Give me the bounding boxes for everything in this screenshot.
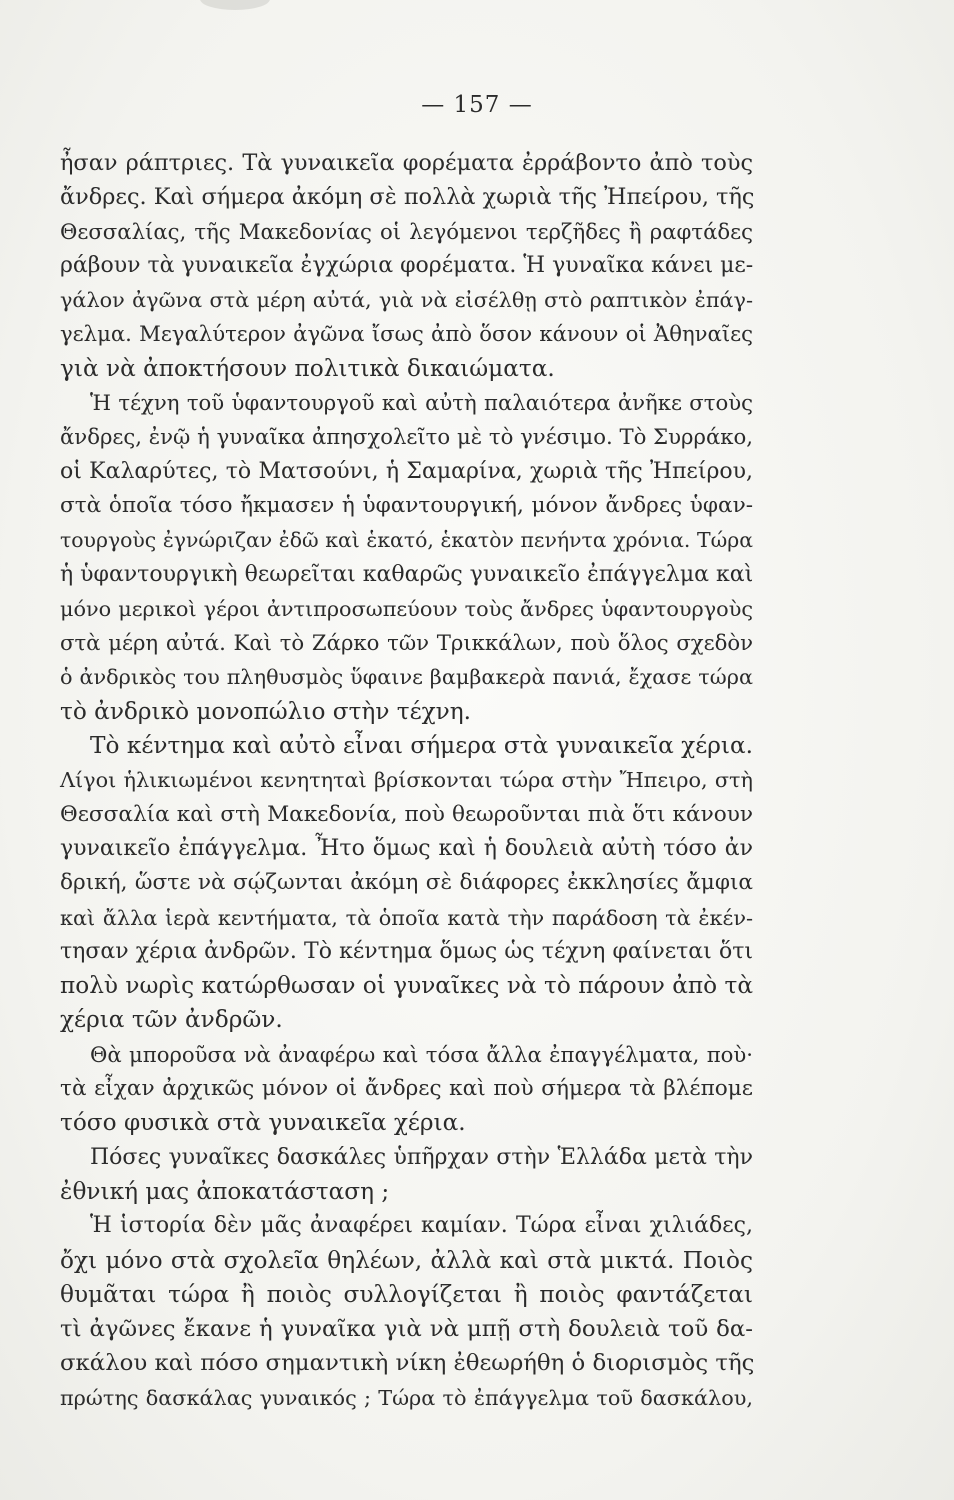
page-number: — 157 — — [421, 92, 533, 118]
text-line: πρώτης δασκάλας γυναικός ; Τώρα τὸ ἐπάγγελμα τοῦ δασκάλου, — [60, 1385, 753, 1410]
text-line: γάλον ἀγῶνα στὰ μέρη αὐτά, γιὰ νὰ εἰσέλθῃ στὸ ραπτικὸν ἐπάγ- — [60, 288, 753, 313]
text-line: ἄνδρες. Καὶ σήμερα ἀκόμη σὲ πολλὰ χωριὰ τῆς Ἠπείρου, τῆς — [60, 184, 755, 211]
text-line: Ἡ τέχνη τοῦ ὑφαντουργοῦ καὶ αὐτὴ παλαιότερα ἀνῆκε στοὺς — [90, 390, 753, 416]
body-text — [60, 146, 753, 1415]
text-line: γιὰ νὰ ἀποκτήσουν πολιτικὰ δικαιώματα. — [60, 354, 555, 382]
text-line: ἡ ὑφαντουργικὴ θεωρεῖται καθαρῶς γυναικεῖο ἐπάγγελμα καὶ — [60, 561, 754, 587]
text-line: ὁ ἀνδρικὸς του πληθυσμὸς ὕφαινε βαμβακερὰ πανιά, ἔχασε τώρα — [60, 665, 753, 690]
text-line: τὰ εἶχαν ἀρχικῶς μόνον οἱ ἄνδρες καὶ ποὺ σήμερα τὰ βλέπομε — [60, 1076, 753, 1102]
text-line: ὄχι μόνο στὰ σχολεῖα θηλέων, ἀλλὰ καὶ στὰ μικτά. Ποιὸς — [60, 1246, 753, 1274]
text-line: ἐθνική μας ἀποκατάσταση ; — [60, 1177, 390, 1205]
text-line: χέρια τῶν ἀνδρῶν. — [60, 1006, 283, 1034]
text-line: γελμα. Μεγαλύτερον ἀγῶνα ἴσως ἀπὸ ὅσον κάνουν οἱ Ἀθηναῖες — [60, 321, 753, 347]
text-line: Ἡ ἱστορία δὲν μᾶς ἀναφέρει καμίαν. Τώρα εἶναι χιλιάδες, — [90, 1213, 753, 1239]
text-line: Τὸ κέντημα καὶ αὐτὸ εἶναι σήμερα στὰ γυναικεῖα χέρια. — [90, 732, 753, 760]
ink-blot — [200, 0, 270, 10]
text-line: τουργοὺς ἐγνώριζαν ἐδῶ καὶ ἑκατό, ἑκατὸν πενήντα χρόνια. Τώρα — [60, 528, 753, 553]
text-line: τὸ ἀνδρικὸ μονοπώλιο στὴν τέχνη. — [60, 697, 472, 725]
text-line: τησαν χέρια ἀνδρῶν. Τὸ κέντημα ὅμως ὡς τέχνη φαίνεται ὅτι — [60, 938, 753, 964]
text-line: πολὺ νωρὶς κατώρθωσαν οἱ γυναῖκες νὰ τὸ πάρουν ἀπὸ τὰ — [60, 972, 753, 1000]
text-line: ράβουν τὰ γυναικεῖα ἐγχώρια φορέματα. Ἡ γυναῖκα κάνει με- — [60, 252, 754, 278]
text-line: Πόσες γυναῖκες δασκάλες ὑπῆρχαν στὴν Ἑλλάδα μετὰ τὴν — [90, 1144, 753, 1170]
text-line: Θὰ μποροῦσα νὰ ἀναφέρω καὶ τόσα ἄλλα ἐπαγγέλματα, ποὺ· — [90, 1041, 753, 1067]
text-line: καὶ ἄλλα ἱερὰ κεντήματα, τὰ ὁποῖα κατὰ τὴν παράδοση τὰ ἐκέν- — [60, 905, 753, 930]
text-line: Θεσσαλίας, τῆς Μακεδονίας οἱ λεγόμενοι τερζῆδες ἢ ραφτάδες — [60, 218, 753, 244]
text-line: ἄνδρες, ἐνῷ ἡ γυναῖκα ἀπησχολεῖτο μὲ τὸ γνέσιμο. Τὸ Συρράκο, — [60, 424, 753, 450]
text-line: τόσο φυσικὰ στὰ γυναικεῖα χέρια. — [60, 1109, 466, 1137]
text-line: σκάλου καὶ πόσο σημαντικὴ νίκη ἐθεωρήθη ὁ διορισμὸς τῆς — [60, 1350, 755, 1377]
text-line: ἦσαν ράπτριες. Τὰ γυναικεῖα φορέματα ἐρράβοντο ἀπὸ τοὺς — [60, 150, 753, 176]
text-line: οἱ Καλαρύτες, τὸ Ματσούνι, ἡ Σαμαρίνα, χωριὰ τῆς Ἠπείρου, — [60, 458, 753, 484]
text-line: μόνο μερικοὶ γέροι ἀντιπροσωπεύουν τοὺς ἄνδρες ὑφαντουργοὺς — [60, 596, 753, 621]
text-line: γυναικεῖο ἐπάγγελμα. Ἦτο ὅμως καὶ ἡ δουλειὰ αὐτὴ τόσο ἀν — [60, 835, 753, 861]
text-line: Θεσσαλία καὶ στὴ Μακεδονία, ποὺ θεωροῦνται πιὰ ὅτι κάνουν — [60, 801, 753, 827]
text-line: τὶ ἀγῶνες ἔκανε ἡ γυναῖκα γιὰ νὰ μπῇ στὴ δουλειὰ τοῦ δα- — [60, 1316, 753, 1343]
text-line: στὰ μέρη αὐτά. Καὶ τὸ Ζάρκο τῶν Τρικκάλων, ποὺ ὅλος σχεδὸν — [60, 630, 753, 656]
text-line: θυμᾶται τώρα ἢ ποιὸς συλλογίζεται ἢ ποιὸς φαντάζεται — [60, 1280, 753, 1308]
text-line: δρική, ὥστε νὰ σῴζωνται ἀκόμη σὲ διάφορες ἐκκλησίες ἄμφια — [60, 870, 753, 896]
text-line: Λίγοι ἡλικιωμένοι κενητηταὶ βρίσκονται τώρα στὴν Ἤπειρο, στὴ — [60, 768, 753, 793]
text-line: στὰ ὁποῖα τόσο ἤκμασεν ἡ ὑφαντουργική, μόνον ἄνδρες ὑφαν- — [60, 492, 753, 518]
